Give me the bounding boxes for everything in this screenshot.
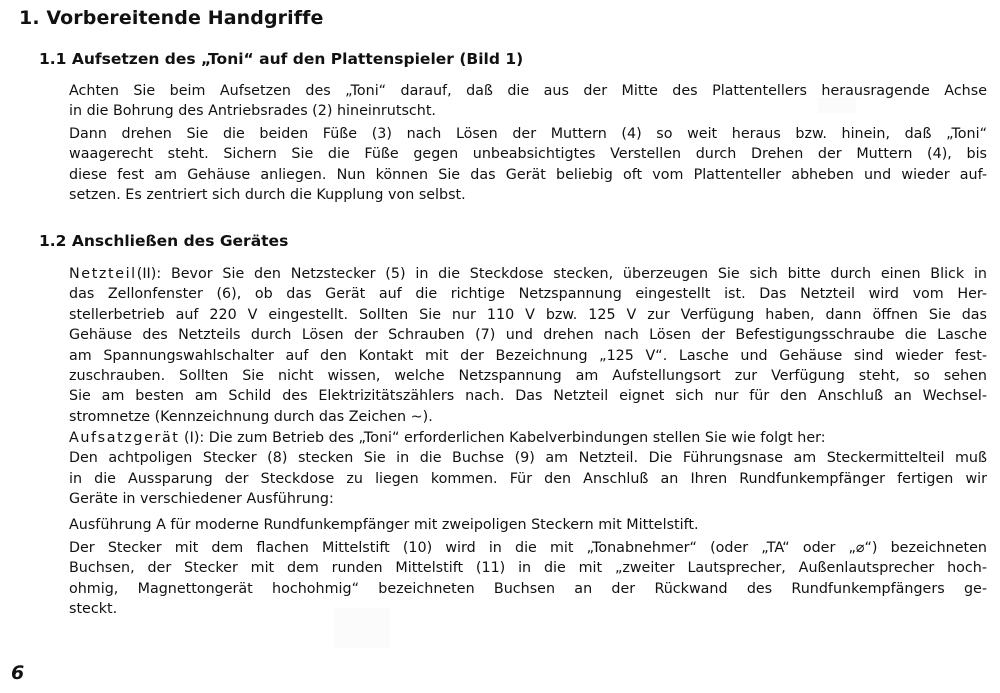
text-line: stromnetze (Kennzeichnung durch das Zeichen ∼). xyxy=(69,408,433,425)
paragraph-ausfuehrung-a xyxy=(69,515,987,535)
netzteil-suffix: (II): xyxy=(136,266,171,282)
paragraph-aufsetzen-1 xyxy=(69,81,987,122)
section-1-heading: 1. Vorbereitende Handgriffe xyxy=(19,7,324,29)
text-line: diese fest am Gehäuse anliegen. Nun können Sie das Gerät beliebig oft vom Plattenteller abheben und wieder auf- xyxy=(69,166,987,183)
netzteil-label: Netzteil xyxy=(69,266,137,282)
text-line: zuschrauben. Sollten Sie nicht wissen, welche Netzspannung am Aufstellungsort zur Verfügung steht, so sehen xyxy=(69,368,987,385)
section-number: 1.2 xyxy=(39,232,67,250)
paragraph-aufsatzgeraet xyxy=(69,428,987,510)
text-line: Achten Sie beim Aufsetzen des „Toni“ darauf, daß die aus der Mitte des Plattentellers herausragende Achse xyxy=(69,83,987,99)
section-number: 1.1 xyxy=(39,50,67,68)
text-line: Geräte in verschiedener Ausführung: xyxy=(69,491,334,508)
text-line: am Spannungswahlschalter auf den Kontakt mit der Bezeichnung „125 V“. Lasche und Gehäuse sind wieder fest- xyxy=(69,347,987,364)
section-1-1-heading xyxy=(39,50,523,68)
text-line xyxy=(69,428,987,448)
text-line: waagerecht steht. Sichern Sie die Füße gegen unbeabsichtigtes Verstellen durch Drehen der Muttern (4), bis xyxy=(69,146,987,163)
paragraph-stecker xyxy=(69,538,987,620)
text-line: ohmig, Magnettongerät hochohmig“ bezeichneten Buchsen an der Rückwand des Rundfunkempfängers ge- xyxy=(69,580,987,597)
netzteil-first-line: Bevor Sie den Netzstecker (5) in die Steckdose stecken, überzeugen Sie sich bitte durch einen Blick in xyxy=(170,266,987,282)
text-line xyxy=(69,264,987,284)
section-1-2-heading xyxy=(39,232,288,250)
text-line: stellerbetrieb auf 220 V eingestellt. Sollten Sie nur 110 V bzw. 125 V zur Verfügung haben, dann öffnen Sie das xyxy=(69,306,987,323)
text-line: Gehäuse des Netzteils durch Lösen der Schrauben (7) und drehen nach Lösen der Befestigungsschraube die Lasche xyxy=(69,327,987,344)
aufsatz-label: Aufsatzgerät xyxy=(69,430,180,446)
aufsatz-first-line: Die zum Betrieb des „Toni“ erforderlichen Kabelverbindungen stellen Sie wie folgt her: xyxy=(208,430,826,446)
text-line: Dann drehen Sie die beiden Füße (3) nach Lösen der Muttern (4) so weit heraus bzw. hinein, daß „Toni“ xyxy=(69,126,987,142)
figure-reference: (Bild 1) xyxy=(459,50,524,68)
paragraph-netzteil xyxy=(69,264,987,427)
text-line: steckt. xyxy=(69,601,118,618)
aufsatz-suffix: (I): xyxy=(179,430,209,446)
page-number: 6 xyxy=(11,662,25,684)
text-line: Ausführung A für moderne Rundfunkempfänger mit zweipoligen Steckern mit Mittelstift. xyxy=(69,517,699,533)
text-line: Buchsen, der Stecker mit dem runden Mittelstift (11) in die mit „zweiter Lautsprecher, Außenlautsprecher hoch- xyxy=(69,560,987,577)
paragraph-aufsetzen-2 xyxy=(69,124,987,206)
text-line: Der Stecker mit dem flachen Mittelstift (10) wird in die mit „Tonabnehmer“ (oder „TA“ oder „⌀“) bezeichneten xyxy=(69,540,987,556)
section-title: Anschließen des Gerätes xyxy=(71,232,289,250)
text-line: in die Bohrung des Antriebsrades (2) hineinrutscht. xyxy=(69,103,436,120)
section-title: Aufsetzen des „Toni“ auf den Plattenspieler xyxy=(71,50,454,68)
text-line: in die Aussparung der Steckdose zu liegen kommen. Für den Anschluß an Ihren Rundfunkempfänger fertigen wir xyxy=(69,470,987,487)
text-line: Sie am besten am Schild des Elektrizitätszählers nach. Das Netzteil eignet sich nur für den Anschluß an Wechsel- xyxy=(69,388,987,405)
text-line: setzen. Es zentriert sich durch die Kupplung von selbst. xyxy=(69,187,466,204)
text-line: das Zellonfenster (6), ob das Gerät auf die richtige Netzspannung eingestellt ist. Das Netzteil wird vom Her- xyxy=(69,286,987,303)
text-line: Den achtpoligen Stecker (8) stecken Sie in die Buchse (9) am Netzteil. Die Führungsnase am Steckermittelteil muß xyxy=(69,450,987,467)
